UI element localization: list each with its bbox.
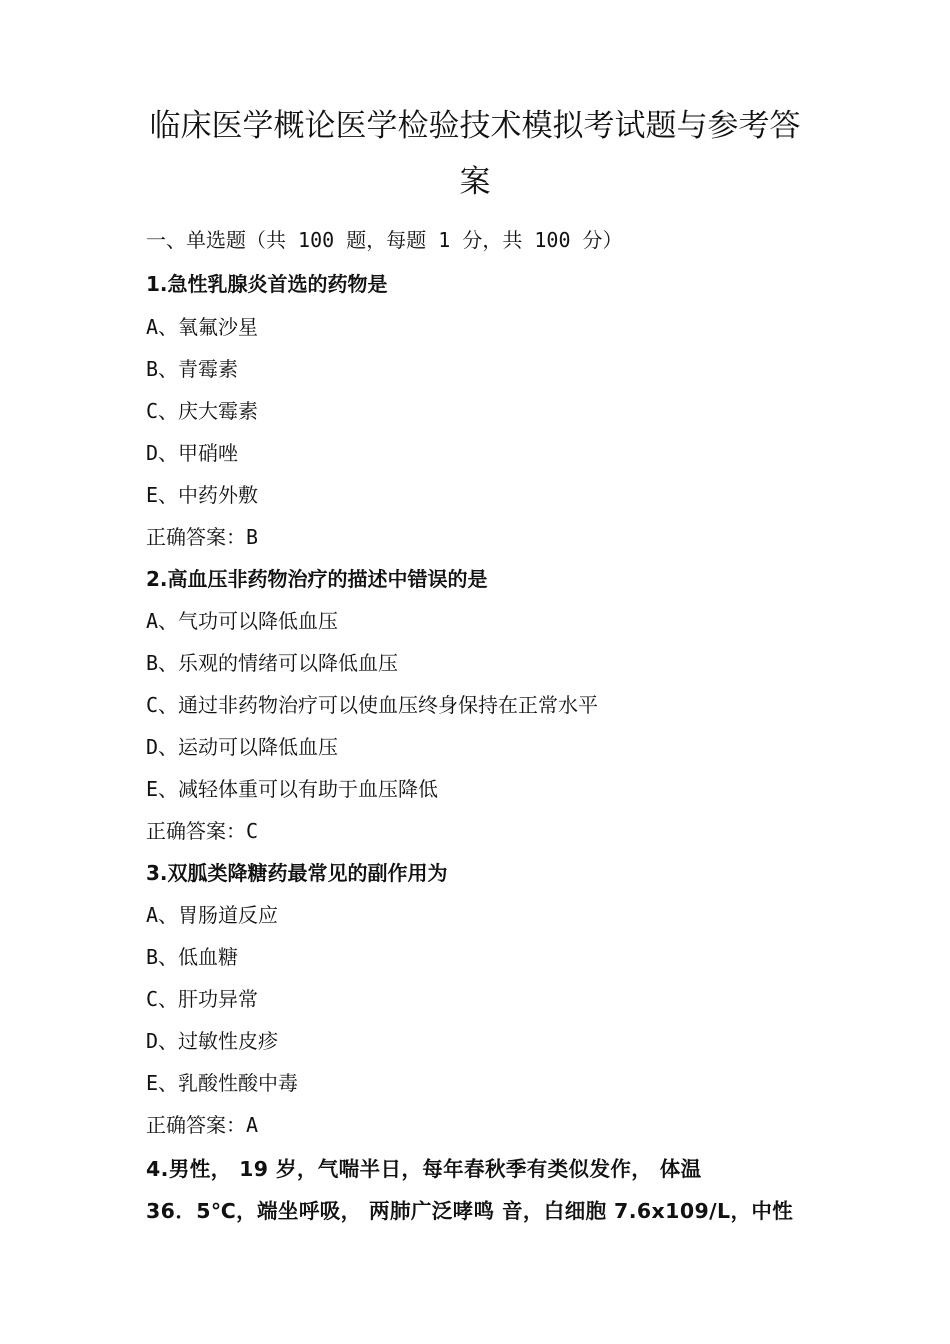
question-2-option-d: D、运动可以降低血压 xyxy=(146,735,339,759)
question-3-answer: 正确答案：A xyxy=(146,1113,259,1137)
question-1-option-a: A、氧氟沙星 xyxy=(146,315,259,339)
question-1-option-c: C、庆大霉素 xyxy=(146,399,259,423)
question-3-stem: 3.双胍类降糖药最常见的副作用为 xyxy=(146,861,448,885)
question-3-option-e: E、乳酸性酸中毒 xyxy=(146,1071,299,1095)
question-1-stem: 1.急性乳腺炎首选的药物是 xyxy=(146,272,388,296)
question-4-stem-line-2: 36．5℃，端坐呼吸， 两肺广泛哮鸣 音，白细胞 7.6x109/L，中性 xyxy=(146,1199,794,1223)
question-1-option-d: D、甲硝唑 xyxy=(146,441,239,465)
question-2-option-a: A、气功可以降低血压 xyxy=(146,609,339,633)
question-2-option-c: C、通过非药物治疗可以使血压终身保持在正常水平 xyxy=(146,693,599,717)
question-3-option-b: B、低血糖 xyxy=(146,945,239,969)
question-3-option-a: A、胃肠道反应 xyxy=(146,903,279,927)
section-heading: 一、单选题（共 100 题，每题 1 分，共 100 分） xyxy=(146,228,623,252)
question-3-option-d: D、过敏性皮疹 xyxy=(146,1029,279,1053)
question-2-option-e: E、减轻体重可以有助于血压降低 xyxy=(146,777,439,801)
document-title-line-1: 临床医学概论医学检验技术模拟考试题与参考答 xyxy=(149,108,801,144)
document-title-line-2: 案 xyxy=(459,164,491,200)
question-2-stem: 2.高血压非药物治疗的描述中错误的是 xyxy=(146,567,488,591)
question-1-answer: 正确答案：B xyxy=(146,525,259,549)
question-1-option-e: E、中药外敷 xyxy=(146,483,259,507)
question-3-option-c: C、肝功异常 xyxy=(146,987,259,1011)
question-4-stem-line-1: 4.男性， 19 岁，气喘半日，每年春秋季有类似发作， 体温 xyxy=(146,1157,702,1181)
question-2-answer: 正确答案：C xyxy=(146,819,259,843)
question-2-option-b: B、乐观的情绪可以降低血压 xyxy=(146,651,399,675)
question-1-option-b: B、青霉素 xyxy=(146,357,239,381)
